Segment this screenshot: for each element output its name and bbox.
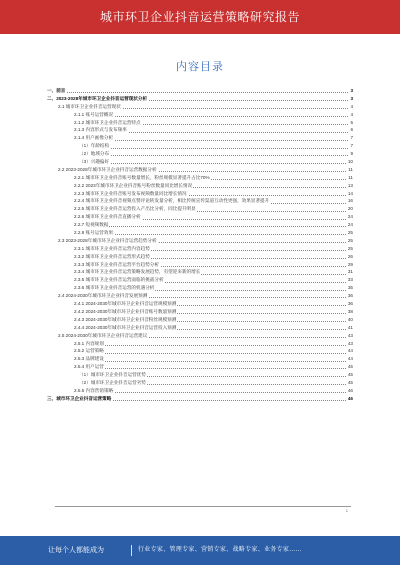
- toc-entry-label: 2.1.1 账号运营概况: [74, 111, 114, 117]
- toc-entry[interactable]: [0, 229, 400, 237]
- footer-tagline: 行业专家、管理专家、营销专家、战略专家、业务专家……: [138, 547, 302, 553]
- page-number: 1: [345, 508, 348, 513]
- toc-entry-label: 二、2023-2028年城市环卫企业抖音运营现状分析: [47, 95, 148, 101]
- toc-entry-page: 43: [347, 340, 353, 346]
- toc-entry-label: 2.5 2024-2030年城市环卫企业抖音运营建议: [58, 332, 148, 338]
- toc-entry[interactable]: [0, 308, 400, 316]
- toc-entry-page: 16: [347, 198, 353, 204]
- toc-entry-label: 2.2.8 账号运营效果: [74, 230, 114, 236]
- toc-entry-page: 41: [347, 324, 353, 330]
- toc-entry[interactable]: [0, 371, 400, 379]
- toc-entry-page: 10: [347, 159, 353, 165]
- toc-leader-dots: [47, 92, 350, 93]
- toc-entry-page: 46: [347, 395, 353, 401]
- toc-leader-dots: [79, 163, 350, 164]
- toc-entry-page: 5: [350, 119, 353, 125]
- toc-entry-label: 2.2.3 城市环卫企业抖音账号发布视频数量同比增长情况: [74, 190, 187, 196]
- toc-entry-page: 31: [347, 269, 353, 275]
- toc-entry-page: 35: [347, 285, 353, 291]
- toc-entry[interactable]: [0, 276, 400, 284]
- toc-entry-page: 20: [347, 206, 353, 212]
- toc-entry-page: 45: [347, 379, 353, 385]
- toc-entry-label: 2.1.4 用户画像分析: [74, 135, 114, 141]
- toc-entry-label: 一、前言: [47, 88, 66, 93]
- toc-entry[interactable]: [0, 197, 400, 205]
- toc-leader-dots: [74, 116, 350, 117]
- toc-entry[interactable]: [0, 166, 400, 174]
- toc-entry[interactable]: [0, 190, 400, 198]
- toc-entry[interactable]: [0, 150, 400, 158]
- toc-entry[interactable]: [0, 95, 400, 103]
- toc-entry[interactable]: [0, 261, 400, 269]
- toc-entry-page: 24: [347, 214, 353, 220]
- toc-entry-page: 3: [350, 95, 353, 101]
- toc-entry-label: 2.1 城市环卫企业抖音运营现状: [58, 103, 121, 109]
- toc-entry-label: 2.5.5 内容营销策略: [74, 387, 114, 393]
- toc-entry-page: 38: [347, 308, 353, 314]
- toc-entry-page: 4: [350, 103, 353, 109]
- toc-entry[interactable]: [0, 174, 400, 182]
- toc-leader-dots: [74, 140, 350, 141]
- toc-entry-label: 2.5.4 用户运营: [74, 364, 104, 370]
- toc-entry[interactable]: [0, 332, 400, 340]
- toc-entry-page: 3: [350, 88, 353, 93]
- toc-entry-label: 2.3.2 城市环卫企业抖音运营形式趋势: [74, 253, 150, 259]
- toc-entry-label: 2.2.4 城市环卫企业抖音视频点赞评论转发量分析，相比传统宣传渠道互动性更强，效果显著提升: [74, 198, 270, 204]
- toc-leader-dots: [74, 226, 350, 227]
- toc-entry[interactable]: [0, 379, 400, 387]
- toc-title: 内容目录: [176, 61, 224, 73]
- toc-entry-page: 25: [347, 230, 353, 236]
- toc-entry-label: 2.3.5 城市环卫企业抖音运营面临的挑战分析: [74, 277, 164, 283]
- toc-entry[interactable]: [0, 292, 400, 300]
- toc-entry[interactable]: [0, 300, 400, 308]
- footer-bar: [0, 536, 400, 565]
- toc-entry[interactable]: [0, 111, 400, 119]
- toc-entry[interactable]: [0, 182, 400, 190]
- toc-leader-dots: [74, 234, 350, 235]
- toc-entry-label: 2.1.2 城市环卫企业抖音运营特点: [74, 119, 141, 125]
- toc-entry-page: 36: [347, 301, 353, 307]
- toc-entry[interactable]: [0, 387, 400, 395]
- toc-entry[interactable]: [0, 355, 400, 363]
- toc-leader-dots: [74, 392, 350, 393]
- toc-entry-page: 40: [347, 316, 353, 322]
- toc-entry-label: 2.3.6 城市环卫企业抖音运营的机遇分析: [74, 285, 155, 291]
- footer-divider: [131, 545, 132, 556]
- toc-entry-label: 2.5.1 内容规划: [74, 340, 104, 346]
- toc-entry-label: 2.4.4 2024-2030年城市环卫企业抖音运营投入预测: [74, 324, 177, 330]
- toc-entry[interactable]: [0, 245, 400, 253]
- toc-entry-page: 24: [347, 222, 353, 228]
- toc-entry-page: 25: [347, 237, 353, 243]
- toc-entry-page: 7: [350, 135, 353, 141]
- toc-entry[interactable]: [0, 103, 400, 111]
- toc-entry-page: 6: [350, 127, 353, 133]
- toc-entry[interactable]: [0, 395, 400, 403]
- toc-entry[interactable]: [0, 142, 400, 150]
- toc-entry-page: 14: [347, 190, 353, 196]
- toc-entry-label: 2.3 2023-2028年城市环卫企业抖音运营趋势分析: [58, 237, 157, 243]
- toc-entry[interactable]: [0, 268, 400, 276]
- toc-entry-label: 2.4.1 2024-2030年城市环卫企业抖音运营规模预测: [74, 301, 177, 307]
- toc-entry-page: 44: [347, 348, 353, 354]
- toc-entry-label: 2.2.2 2023年城市环卫企业抖音账号粉丝数量同比增长情况: [74, 182, 193, 188]
- toc-entry-label: 2.3.4 城市环卫企业抖音运营策略发展趋势，有望迎来新的增长: [74, 269, 201, 275]
- toc-entry-label: 2.4.2 2024-2030年城市环卫企业抖音账号数量预测: [74, 308, 177, 314]
- toc-entry[interactable]: [0, 126, 400, 134]
- toc-entry-page: 11: [348, 174, 353, 180]
- toc-entry-label: 2.4.3 2024-2030年城市环卫企业抖音粉丝规模预测: [74, 316, 177, 322]
- footer-slogan: 让每个人都能成为: [48, 547, 104, 554]
- toc-entry-label: 2.1.3 内容形式与发布频率: [74, 127, 127, 133]
- report-header-bar: [0, 0, 400, 34]
- toc-entry-page: 46: [347, 387, 353, 393]
- toc-entry-label: （2）城市环卫企业抖音运营劣势: [79, 379, 146, 385]
- toc-entry[interactable]: [0, 284, 400, 292]
- toc-entry-label: 2.3.1 城市环卫企业抖音运营内容趋势: [74, 245, 150, 251]
- toc-entry-label: （1）年龄结构: [79, 143, 110, 149]
- toc-entry-label: 三、城市环卫企业抖音运营策略: [47, 395, 112, 401]
- toc-entry[interactable]: [0, 134, 400, 142]
- toc-entry-label: 2.5.2 运营策略: [74, 348, 104, 354]
- toc-entry[interactable]: [0, 87, 400, 95]
- toc-entry-page: 29: [347, 261, 353, 267]
- toc-entry-label: 2.5.3 品牌建设: [74, 356, 104, 362]
- toc-entry[interactable]: [0, 347, 400, 355]
- toc-entry-label: 2.2.7 短视频数据: [74, 222, 109, 228]
- toc-entry-label: （2）地域分布: [79, 151, 110, 157]
- toc-entry[interactable]: [0, 205, 400, 213]
- toc-entry[interactable]: [0, 324, 400, 332]
- toc-entry-page: 26: [347, 253, 353, 259]
- toc-entry-page: 4: [350, 111, 353, 117]
- toc-entry[interactable]: [0, 237, 400, 245]
- toc-entry[interactable]: [0, 221, 400, 229]
- toc-leader-dots: [74, 345, 350, 346]
- toc-entry[interactable]: [0, 363, 400, 371]
- toc-entry-page: 44: [347, 356, 353, 362]
- toc-entry-label: 2.2 2023-2028年城市环卫企业抖音运营数据分析: [58, 166, 157, 172]
- toc-entry[interactable]: [0, 213, 400, 221]
- toc-entry-label: 2.3.3 城市环卫企业抖音运营平台趋势分析: [74, 261, 159, 267]
- toc-entry-label: （1）城市环卫企业抖音运营优势: [79, 372, 146, 378]
- toc-entry-page: 13: [347, 182, 353, 188]
- toc-leader-dots: [74, 361, 350, 362]
- toc-entry-page: 45: [347, 372, 353, 378]
- toc-entry-page: 33: [347, 277, 353, 283]
- report-title: 城市环卫企业抖音运营策略研究报告: [99, 10, 300, 24]
- toc-entry-page: 25: [347, 245, 353, 251]
- toc-entry-label: 2.4 2024-2030年城市环卫企业抖音发展预测: [58, 293, 148, 299]
- toc-entry-page: 36: [347, 293, 353, 299]
- toc-entry-label: 2.2.1 城市环卫企业抖音账号数量增长，粉丝规模显著提升占比70%: [74, 174, 210, 180]
- toc-leader-dots: [79, 148, 350, 149]
- toc-entry[interactable]: [0, 158, 400, 166]
- toc-entry-label: （3）兴趣偏好: [79, 159, 110, 165]
- toc-entry-page: 9: [350, 151, 353, 157]
- table-of-contents: [0, 87, 400, 403]
- toc-entry[interactable]: [0, 316, 400, 324]
- toc-entry-page: 43: [347, 332, 353, 338]
- toc-entry[interactable]: [0, 253, 400, 261]
- toc-entry[interactable]: [0, 340, 400, 348]
- toc-entry-label: 2.2.5 城市环卫企业抖音运营投入产出比分析，同比提升明显: [74, 206, 196, 212]
- toc-leader-dots: [74, 353, 350, 354]
- toc-entry-page: 45: [347, 364, 353, 370]
- toc-entry-label: 2.2.6 城市环卫企业抖音直播分析: [74, 214, 141, 220]
- toc-entry-page: 11: [348, 166, 353, 172]
- toc-leader-dots: [74, 368, 350, 369]
- bottom-rule: [55, 506, 351, 507]
- toc-entry[interactable]: [0, 119, 400, 127]
- toc-leader-dots: [79, 155, 350, 156]
- toc-entry-page: 7: [350, 143, 353, 149]
